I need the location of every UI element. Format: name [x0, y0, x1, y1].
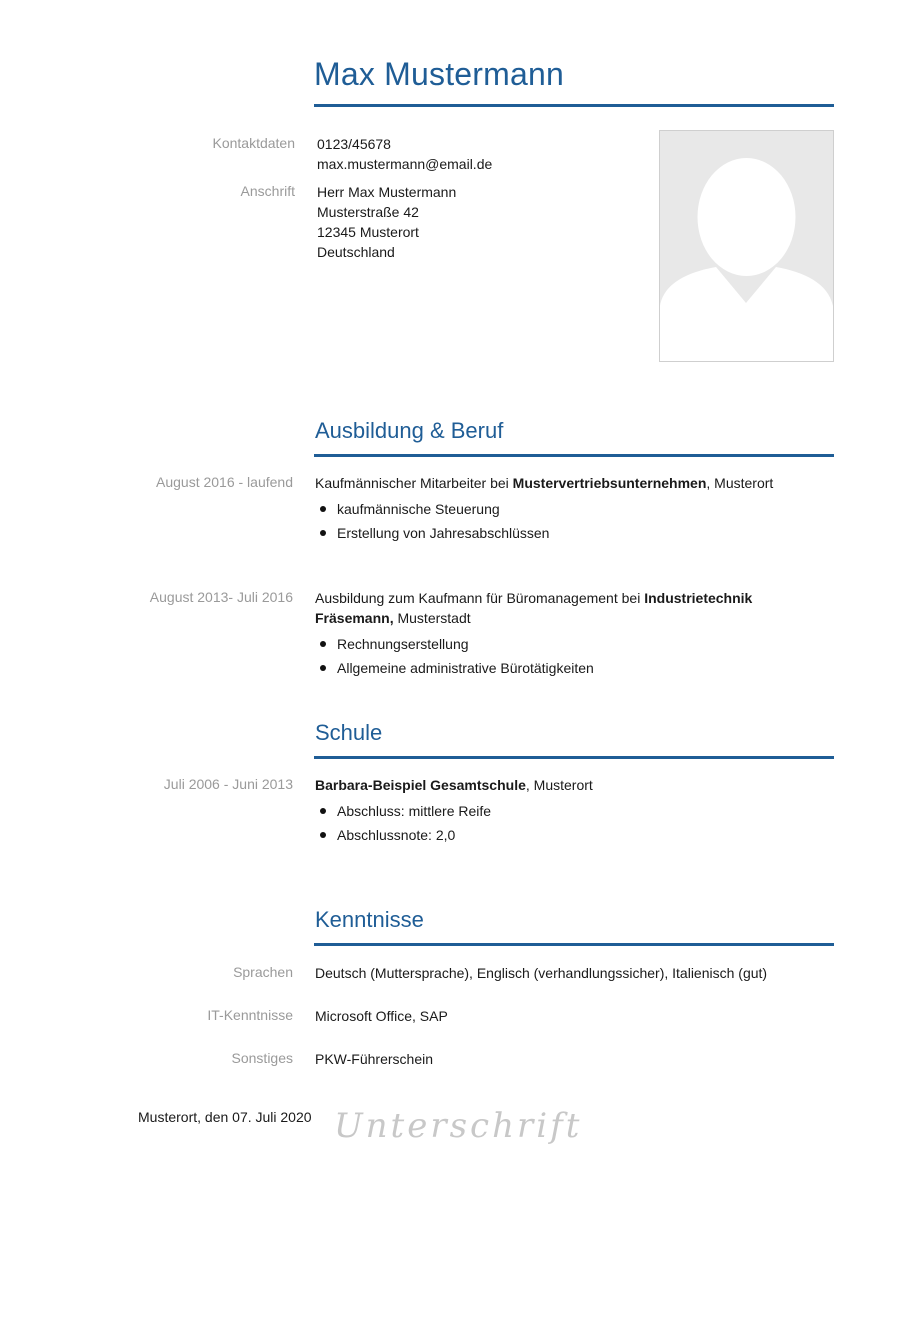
section-title-career: Ausbildung & Beruf [315, 418, 504, 443]
entry-role: Kaufmännischer Mitarbeiter bei [315, 475, 513, 491]
person-silhouette-icon [660, 131, 833, 361]
email-address: max.mustermann@email.de [317, 156, 493, 172]
list-item-text: Erstellung von Jahresabschlüssen [337, 525, 550, 541]
profile-photo [659, 130, 834, 362]
entry-date: August 2016 - laufend [156, 474, 293, 490]
address-line: 12345 Musterort [317, 224, 419, 240]
entry-heading [315, 588, 830, 628]
section-title-school: Schule [315, 720, 383, 745]
list-item [315, 497, 830, 521]
signature: Unterschrift [334, 1106, 583, 1146]
skill-value-other: PKW-Führerschein [315, 1051, 434, 1067]
address-line: Herr Max Mustermann [317, 184, 457, 200]
bullet-icon [320, 641, 326, 647]
career-entry [315, 473, 830, 545]
entry-company: Mustervertriebsunternehmen [512, 475, 707, 491]
address-line: Musterstraße 42 [317, 204, 419, 220]
list-item [315, 823, 830, 847]
bullet-icon [320, 506, 326, 512]
entry-location: , Musterort [525, 777, 593, 793]
phone-number: 0123/45678 [317, 136, 391, 152]
contact-label: Kontaktdaten [212, 135, 295, 151]
list-item-text: Abschlussnote: 2,0 [337, 827, 456, 843]
address-line: Deutschland [317, 244, 395, 260]
school-entry [315, 775, 830, 847]
skill-label-languages: Sprachen [233, 964, 293, 980]
list-item-text: Abschluss: mittlere Reife [337, 803, 492, 819]
entry-location: Musterstadt [393, 610, 471, 626]
section-title-skills: Kenntnisse [315, 907, 424, 932]
list-item [315, 632, 830, 656]
entry-bullet-list [315, 497, 830, 545]
skill-value-languages: Deutsch (Muttersprache), Englisch (verhandlungssicher), Italienisch (gut) [315, 965, 768, 981]
skill-value-it: Microsoft Office, SAP [315, 1008, 448, 1024]
list-item [315, 656, 830, 680]
entry-heading [315, 775, 830, 795]
section-divider [314, 454, 834, 457]
title-divider [314, 104, 834, 107]
entry-date: August 2013- Juli 2016 [149, 589, 293, 605]
entry-bullet-list [315, 799, 830, 847]
entry-role: Ausbildung zum Kaufmann für Büromanagement bei [315, 590, 645, 606]
section-divider [314, 756, 834, 759]
address-label: Anschrift [240, 183, 295, 199]
address-block [317, 182, 456, 262]
list-item [315, 799, 830, 823]
list-item-text: Rechnungserstellung [337, 636, 469, 652]
bullet-icon [320, 665, 326, 671]
entry-bullet-list [315, 632, 830, 680]
bullet-icon [320, 832, 326, 838]
list-item [315, 521, 830, 545]
entry-date: Juli 2006 - Juni 2013 [163, 776, 293, 792]
entry-school: Barbara-Beispiel Gesamtschule [315, 777, 526, 793]
section-divider [314, 943, 834, 946]
list-item-text: Allgemeine administrative Bürotätigkeiten [337, 660, 594, 676]
entry-company: Industrietechnik Fräsemann, [315, 590, 753, 626]
contact-block [317, 134, 492, 174]
skill-label-other: Sonstiges [231, 1050, 293, 1066]
entry-heading [315, 473, 830, 493]
bullet-icon [320, 530, 326, 536]
skill-label-it: IT-Kenntnisse [207, 1007, 293, 1023]
page-title: Max Mustermann [314, 56, 564, 92]
bullet-icon [320, 808, 326, 814]
career-entry [315, 588, 830, 680]
list-item-text: kaufmännische Steuerung [337, 501, 500, 517]
place-date: Musterort, den 07. Juli 2020 [138, 1109, 312, 1125]
entry-location: , Musterort [706, 475, 774, 491]
